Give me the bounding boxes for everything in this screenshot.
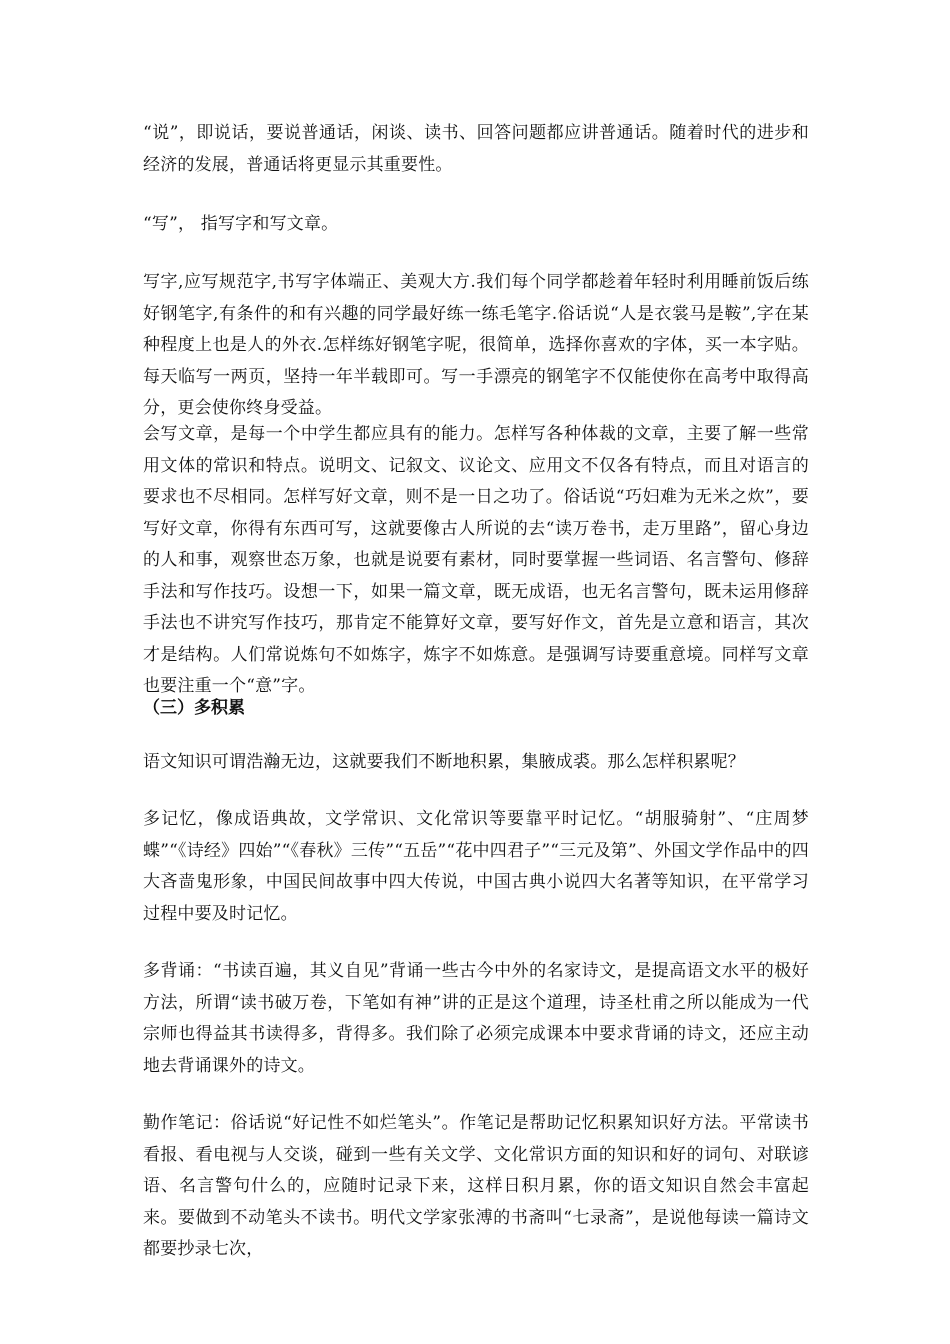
paragraph-recite: 多背诵：“书读百遍，其义自见”背诵一些古今中外的名家诗文，是提高语文水平的极好方法，所谓“读书破万卷，下笔如有神”讲的正是这个道理，诗圣杜甫之所以能成为一代宗师也得益其书读得多，背得多。我们除了必须完成课本中要求背诵的诗文，还应主动地去背诵课外的诗文。	[143, 961, 809, 1076]
paragraph-speaking: “说”，即说话，要说普通话，闲谈、读书、回答问题都应讲普通话。随着时代的进步和经济的发展，普通话将更显示其重要性。	[143, 123, 809, 175]
paragraph-handwriting: 写字,应写规范字,书写字体端正、美观大方.我们每个同学都趁着年轻时利用睡前饭后练好钢笔字,有条件的和有兴趣的同学最好练一练毛笔字.俗话说“人是衣裳马是鞍”,字在某种程度上也是人的外衣.怎样练好钢笔字呢，很简单，选择你喜欢的字体，买一本字贴。每天临写一两页，坚持一年半载即可。写一手漂亮的钢笔字不仅能使你在高考中取得高分，更会使你终身受益。	[143, 272, 809, 418]
section-heading-accumulate: （三）多积累	[143, 698, 245, 718]
paragraph-accumulate-intro: 语文知识可谓浩瀚无边，这就要我们不断地积累，集腋成裘。那么怎样积累呢？	[143, 752, 745, 772]
paragraph-memorize: 多记忆，像成语典故，文学常识、文化常识等要靠平时记忆。“胡服骑射”、“庄周梦蝶”“《诗经》四始”“《春秋》三传”“五岳”“花中四君子”“三元及第”、外国文学作品中的四大吝啬鬼形象，中国民间故事中四大传说，中国古典小说四大名著等知识，在平常学习过程中要及时记忆。	[143, 809, 809, 924]
paragraph-writing-intro: “写”， 指写字和写文章。	[143, 214, 339, 234]
paragraph-composition: 会写文章，是每一个中学生都应具有的能力。怎样写各种体裁的文章，主要了解一些常用文体的常识和特点。说明文、记叙文、议论文、应用文不仅各有特点，而且对语言的要求也不尽相同。怎样写好文章，则不是一日之功了。俗话说“巧妇难为无米之炊”，要写好文章，你得有东西可写，这就要像古人所说的去“读万卷书，走万里路”，留心身边的人和事，观察世态万象，也就是说要有素材，同时要掌握一些词语、名言警句、修辞手法和写作技巧。设想一下，如果一篇文章，既无成语，也无名言警句，既未运用修辞手法也不讲究写作技巧，那肯定不能算好文章，要写好作文，首先是立意和语言，其次才是结构。人们常说炼句不如炼字，炼字不如炼意。是强调写诗要重意境。同样写文章也要注重一个“意”字。	[143, 424, 809, 696]
paragraph-notes: 勤作笔记：俗话说“好记性不如烂笔头”。作笔记是帮助记忆积累知识好方法。平常读书看报、看电视与人交谈，碰到一些有关文学、文化常识方面的知识和好的词句、对联谚语、名言警句什么的，应随时记录下来，这样日积月累，你的语文知识自然会丰富起来。要做到不动笔头不读书。明代文学家张溥的书斋叫“七录斋”，是说他每读一篇诗文都要抄录七次，	[143, 1113, 809, 1259]
